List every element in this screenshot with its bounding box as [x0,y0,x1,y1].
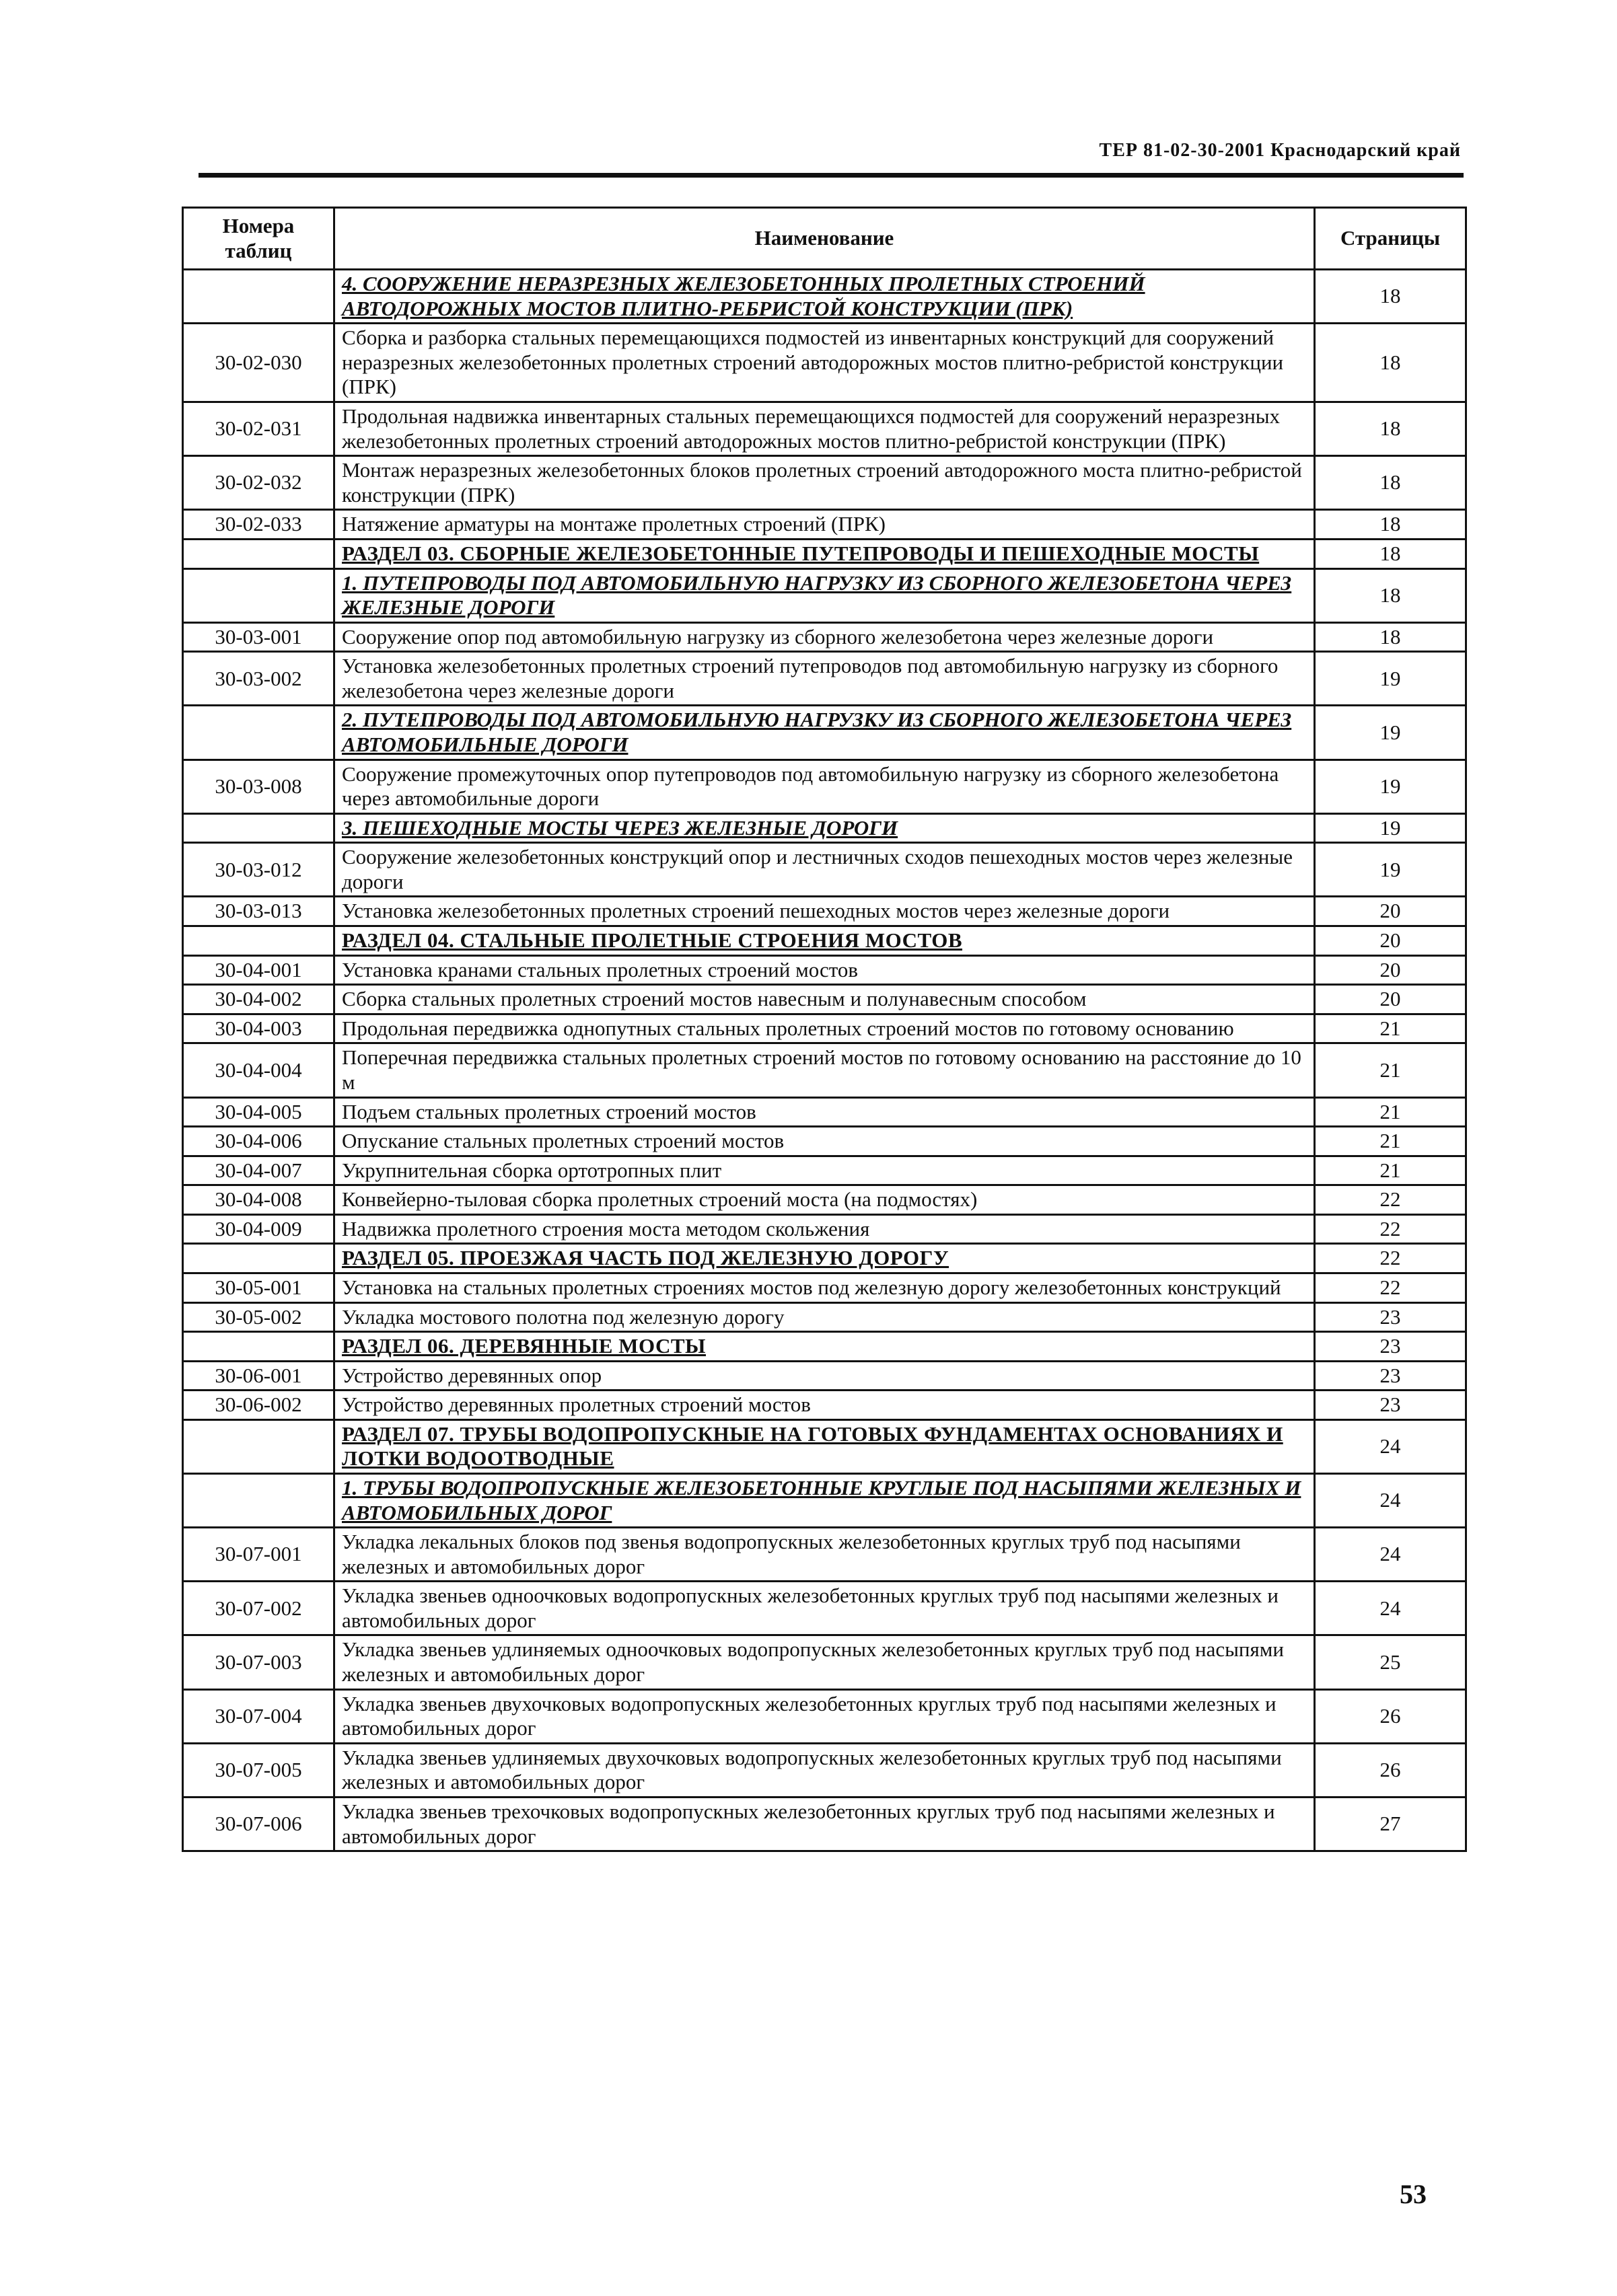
table-code-cell: 30-07-006 [183,1797,334,1851]
page-number: 53 [1400,2179,1427,2209]
table-name-cell: Установка кранами стальных пролетных строений мостов [334,955,1315,985]
table-name-cell: Натяжение арматуры на монтаже пролетных строений (ПРК) [334,510,1315,540]
table-row [183,1043,1466,1097]
column-header-page: Страницы [1315,208,1466,270]
table-page-cell: 24 [1315,1528,1466,1582]
table-name-cell: Продольная передвижка однопутных стальных пролетных строений мостов по готовому основанию [334,1014,1315,1043]
table-code-cell [183,706,334,760]
table-row [183,926,1466,956]
table-row [183,897,1466,926]
table-row [183,1689,1466,1743]
table-page-cell: 20 [1315,926,1466,956]
table-code-cell [183,1332,334,1362]
table-row [183,1419,1466,1473]
table-row [183,402,1466,456]
page-header [199,135,1464,178]
table-name-cell: РАЗДЕЛ 04. СТАЛЬНЫЕ ПРОЛЕТНЫЕ СТРОЕНИЯ МОСТОВ [334,926,1315,956]
column-header-code: Номера таблиц [183,208,334,270]
table-page-cell: 19 [1315,843,1466,897]
table-page-cell: 20 [1315,985,1466,1014]
table-name-cell: Укладка звеньев одноочковых водопропускных железобетонных круглых труб под насыпями железных и автомобильных дорог [334,1582,1315,1635]
table-code-cell: 30-04-003 [183,1014,334,1043]
table-page-cell: 18 [1315,568,1466,622]
table-page-cell: 18 [1315,402,1466,456]
table-code-cell: 30-03-001 [183,622,334,652]
table-name-cell: Сооружение железобетонных конструкций опор и лестничных сходов пешеходных мостов через железные дороги [334,843,1315,897]
table-name-cell: Подъем стальных пролетных строений мостов [334,1097,1315,1127]
table-code-cell [183,270,334,324]
table-name-cell: Опускание стальных пролетных строений мостов [334,1127,1315,1156]
table-code-cell: 30-04-001 [183,955,334,985]
table-page-cell: 19 [1315,760,1466,813]
table-row [183,1474,1466,1528]
table-row [183,324,1466,402]
table-name-cell: Укладка мостового полотна под железную дорогу [334,1302,1315,1332]
table-page-cell: 19 [1315,652,1466,706]
table-row [183,1391,1466,1420]
table-code-cell: 30-07-004 [183,1689,334,1743]
table-name-cell: Укрупнительная сборка ортотропных плит [334,1156,1315,1185]
table-code-cell: 30-02-033 [183,510,334,540]
table-page-cell: 21 [1315,1043,1466,1097]
table-page-cell: 23 [1315,1302,1466,1332]
table-row [183,1635,1466,1689]
table-page-cell: 24 [1315,1474,1466,1528]
table-code-cell [183,1474,334,1528]
table-code-cell: 30-04-009 [183,1214,334,1244]
table-page-cell: 22 [1315,1273,1466,1302]
table-code-cell: 30-04-005 [183,1097,334,1127]
table-code-cell [183,1244,334,1273]
table-code-cell: 30-06-001 [183,1361,334,1391]
table-row [183,568,1466,622]
table-name-cell: Продольная надвижка инвентарных стальных перемещающихся подмостей для сооружений неразрезных железобетонных пролетных строений автодорожных мостов плитно-ребристой конструкции (ПРК) [334,402,1315,456]
table-name-cell: Укладка звеньев трехочковых водопропускных железобетонных круглых труб под насыпями железных и автомобильных дорог [334,1797,1315,1851]
table-code-cell: 30-03-002 [183,652,334,706]
table-row [183,456,1466,510]
table-row [183,1302,1466,1332]
table-name-cell: Сборка и разборка стальных перемещающихся подмостей из инвентарных конструкций для сооружений неразрезных железобетонных пролетных строений автодорожных мостов плитно-ребристой конструкции (ПРК) [334,324,1315,402]
table-page-cell: 22 [1315,1214,1466,1244]
table-row [183,1214,1466,1244]
table-code-cell: 30-07-005 [183,1743,334,1797]
table-code-cell: 30-04-007 [183,1156,334,1185]
table-row [183,1156,1466,1185]
table-row [183,1273,1466,1302]
table-code-cell [183,813,334,843]
table-page-cell: 18 [1315,622,1466,652]
table-page-cell: 18 [1315,456,1466,510]
table-row [183,760,1466,813]
table-code-cell: 30-02-032 [183,456,334,510]
table-page-cell: 24 [1315,1582,1466,1635]
table-page-cell: 22 [1315,1185,1466,1215]
table-name-cell: Установка железобетонных пролетных строений путепроводов под автомобильную нагрузку из сборного железобетона через железные дороги [334,652,1315,706]
table-page-cell: 23 [1315,1332,1466,1362]
table-row [183,622,1466,652]
table-name-cell: Установка железобетонных пролетных строений пешеходных мостов через железные дороги [334,897,1315,926]
table-code-cell: 30-07-001 [183,1528,334,1582]
table-name-cell: Сборка стальных пролетных строений мостов навесным и полунавесным способом [334,985,1315,1014]
table-name-cell: Установка на стальных пролетных строениях мостов под железную дорогу железобетонных конструкций [334,1273,1315,1302]
table-code-cell: 30-02-031 [183,402,334,456]
table-page-cell: 23 [1315,1361,1466,1391]
table-page-cell: 27 [1315,1797,1466,1851]
table-name-cell: Монтаж неразрезных железобетонных блоков пролетных строений автодорожного моста плитно-ребристой конструкции (ПРК) [334,456,1315,510]
table-page-cell: 18 [1315,539,1466,568]
table-page-cell: 18 [1315,324,1466,402]
table-row [183,1361,1466,1391]
table-code-cell: 30-02-030 [183,324,334,402]
table-name-cell: РАЗДЕЛ 05. ПРОЕЗЖАЯ ЧАСТЬ ПОД ЖЕЛЕЗНУЮ ДОРОГУ [334,1244,1315,1273]
table-page-cell: 26 [1315,1689,1466,1743]
table-name-cell: Поперечная передвижка стальных пролетных строений мостов по готовому основанию на расстояние до 10 м [334,1043,1315,1097]
table-page-cell: 19 [1315,813,1466,843]
table-code-cell [183,926,334,956]
table-name-cell: РАЗДЕЛ 03. СБОРНЫЕ ЖЕЛЕЗОБЕТОННЫЕ ПУТЕПРОВОДЫ И ПЕШЕХОДНЫЕ МОСТЫ [334,539,1315,568]
table-name-cell: Устройство деревянных опор [334,1361,1315,1391]
table-page-cell: 20 [1315,897,1466,926]
table-name-cell: Устройство деревянных пролетных строений мостов [334,1391,1315,1420]
table-row [183,985,1466,1014]
table-name-cell: Конвейерно-тыловая сборка пролетных строений моста (на подмостях) [334,1185,1315,1215]
table-page-cell: 20 [1315,955,1466,985]
table-code-cell [183,539,334,568]
table-row [183,270,1466,324]
header-rule [199,173,1464,178]
table-name-cell: 1. ПУТЕПРОВОДЫ ПОД АВТОМОБИЛЬНУЮ НАГРУЗКУ ИЗ СБОРНОГО ЖЕЛЕЗОБЕТОНА ЧЕРЕЗ ЖЕЛЕЗНЫЕ ДОРОГИ [334,568,1315,622]
table-code-cell: 30-05-001 [183,1273,334,1302]
table-row [183,1582,1466,1635]
table-row [183,510,1466,540]
table-page-cell: 18 [1315,270,1466,324]
table-row [183,1097,1466,1127]
table-code-cell: 30-04-002 [183,985,334,1014]
table-code-cell: 30-05-002 [183,1302,334,1332]
table-row [183,1185,1466,1215]
table-page-cell: 23 [1315,1391,1466,1420]
table-row [183,1244,1466,1273]
table-row [183,955,1466,985]
table-code-cell: 30-07-002 [183,1582,334,1635]
table-name-cell: 4. СООРУЖЕНИЕ НЕРАЗРЕЗНЫХ ЖЕЛЕЗОБЕТОННЫХ ПРОЛЕТНЫХ СТРОЕНИЙ АВТОДОРОЖНЫХ МОСТОВ ПЛИТНО-РЕБРИСТОЙ КОНСТРУКЦИИ (ПРК) [334,270,1315,324]
table-name-cell: Укладка звеньев удлиняемых двухочковых водопропускных железобетонных круглых труб под насыпями железных и автомобильных дорог [334,1743,1315,1797]
table-row [183,1797,1466,1851]
table-body [183,270,1466,1851]
table-row [183,1743,1466,1797]
table-name-cell: 1. ТРУБЫ ВОДОПРОПУСКНЫЕ ЖЕЛЕЗОБЕТОННЫЕ КРУГЛЫЕ ПОД НАСЫПЯМИ ЖЕЛЕЗНЫХ И АВТОМОБИЛЬНЫХ ДОРОГ [334,1474,1315,1528]
table-name-cell: Укладка лекальных блоков под звенья водопропускных железобетонных круглых труб под насыпями железных и автомобильных дорог [334,1528,1315,1582]
table-row [183,843,1466,897]
table-page-cell: 21 [1315,1156,1466,1185]
table-row [183,652,1466,706]
table-code-cell: 30-04-008 [183,1185,334,1215]
table-name-cell: РАЗДЕЛ 07. ТРУБЫ ВОДОПРОПУСКНЫЕ НА ГОТОВЫХ ФУНДАМЕНТАХ ОСНОВАНИЯХ И ЛОТКИ ВОДООТВОДНЫЕ [334,1419,1315,1473]
table-page-cell: 21 [1315,1097,1466,1127]
table-code-cell: 30-04-006 [183,1127,334,1156]
table-name-cell: Сооружение промежуточных опор путепроводов под автомобильную нагрузку из сборного железобетона через автомобильные дороги [334,760,1315,813]
table-name-cell: Укладка звеньев двухочковых водопропускных железобетонных круглых труб под насыпями железных и автомобильных дорог [334,1689,1315,1743]
table-name-cell: Надвижка пролетного строения моста методом скольжения [334,1214,1315,1244]
table-page-cell: 18 [1315,510,1466,540]
contents-table [182,207,1467,1852]
table-code-cell: 30-03-012 [183,843,334,897]
table-name-cell: Укладка звеньев удлиняемых одноочковых водопропускных железобетонных круглых труб под насыпями железных и автомобильных дорог [334,1635,1315,1689]
table-row [183,1332,1466,1362]
table-row [183,813,1466,843]
table-name-cell: Сооружение опор под автомобильную нагрузку из сборного железобетона через железные дороги [334,622,1315,652]
table-code-cell: 30-06-002 [183,1391,334,1420]
table-row [183,1014,1466,1043]
table-code-cell: 30-03-013 [183,897,334,926]
table-page-cell: 21 [1315,1014,1466,1043]
table-page-cell: 25 [1315,1635,1466,1689]
table-name-cell: 3. ПЕШЕХОДНЫЕ МОСТЫ ЧЕРЕЗ ЖЕЛЕЗНЫЕ ДОРОГИ [334,813,1315,843]
table-page-cell: 26 [1315,1743,1466,1797]
table-name-cell: 2. ПУТЕПРОВОДЫ ПОД АВТОМОБИЛЬНУЮ НАГРУЗКУ ИЗ СБОРНОГО ЖЕЛЕЗОБЕТОНА ЧЕРЕЗ АВТОМОБИЛЬНЫЕ ДОРОГИ [334,706,1315,760]
table-row [183,706,1466,760]
table-row [183,1528,1466,1582]
table-page-cell: 19 [1315,706,1466,760]
document-code: ТЕР 81-02-30-2001 Краснодарский край [1099,140,1461,161]
table-page-cell: 21 [1315,1127,1466,1156]
table-page-cell: 22 [1315,1244,1466,1273]
table-row [183,539,1466,568]
table-page-cell: 24 [1315,1419,1466,1473]
table-code-cell: 30-04-004 [183,1043,334,1097]
table-row [183,1127,1466,1156]
table-code-cell [183,568,334,622]
table-code-cell [183,1419,334,1473]
table-code-cell: 30-07-003 [183,1635,334,1689]
table-code-cell: 30-03-008 [183,760,334,813]
column-header-name: Наименование [334,208,1315,270]
table-header-row [183,208,1466,270]
table-name-cell: РАЗДЕЛ 06. ДЕРЕВЯННЫЕ МОСТЫ [334,1332,1315,1362]
